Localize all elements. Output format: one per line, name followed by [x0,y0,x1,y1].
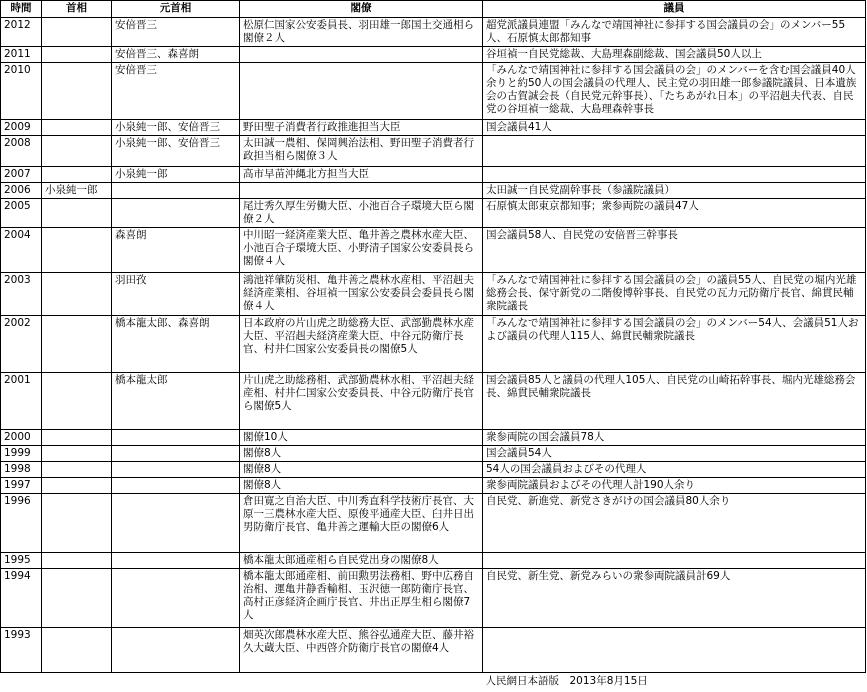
cell-ministers: 松原仁国家公安委員長、羽田雄一郎国土交通相ら閣僚２人 [240,18,483,47]
table-row [1,183,866,199]
cell-ministers: 片山虎之助総務相、武部勤農林水相、平沼赳夫経産相、村井仁国家公安委員長、中谷元防衛庁長官ら閣僚5人 [240,373,483,430]
cell-year: 1993 [1,628,42,673]
cell-former-prime-minister [112,478,240,494]
cell-prime-minister [42,478,112,494]
cell-prime-minister [42,569,112,628]
cell-lawmakers [483,553,866,569]
cell-prime-minister [42,430,112,446]
cell-ministers: 閣僚8人 [240,478,483,494]
cell-lawmakers: 衆参両院議員およびその代理人計190人余り [483,478,866,494]
table-body [1,18,866,673]
cell-lawmakers: 谷垣禎一自民党総裁、大島理森副総裁、国会議員50人以上 [483,47,866,63]
cell-former-prime-minister [112,183,240,199]
header-prime-minister: 首相 [42,1,112,18]
cell-lawmakers: 超党派議員連盟「みんなで靖国神社に参拝する国会議員の会」のメンバー55人、石原慎太郎都知事 [483,18,866,47]
cell-year: 2001 [1,373,42,430]
cell-ministers [240,183,483,199]
table-row [1,462,866,478]
cell-lawmakers: 太田誠一自民党副幹事長（参議院議員） [483,183,866,199]
cell-lawmakers [483,628,866,673]
cell-lawmakers: 「みんなで靖国神社に参拝する国会議員の会」のメンバーを含む国会議員40人余りと約50人の国会議員の代理人、民主党の羽田雄一郎参議院議員、日本遺族会の古賀誠会長（自民党元幹事長）、「たちあがれ日本」の平沼赳夫代表、自民党の谷垣禎一総裁、大島理森幹事長 [483,63,866,120]
table-row [1,63,866,120]
cell-ministers: 橋本龍太郎通産相ら自民党出身の閣僚8人 [240,553,483,569]
table-row [1,120,866,136]
table-row [1,494,866,553]
cell-lawmakers: 石原慎太郎東京都知事；衆参両院の議員47人 [483,199,866,228]
cell-ministers: 尾辻秀久厚生労働大臣、小池百合子環境大臣ら閣僚２人 [240,199,483,228]
cell-year: 2010 [1,63,42,120]
cell-year: 1998 [1,462,42,478]
table-row [1,136,866,167]
cell-former-prime-minister: 羽田孜 [112,273,240,316]
cell-former-prime-minister: 安倍晋三、森喜朗 [112,47,240,63]
table-row [1,446,866,462]
cell-prime-minister [42,446,112,462]
cell-lawmakers: 自民党、新生党、新党みらいの衆参両院議員計69人 [483,569,866,628]
cell-ministers: 倉田寛之自治大臣、中川秀直科学技術庁長官、大原一三農林水産大臣、原俊平通産大臣、臼井日出男防衛庁長官、亀井善之運輸大臣の閣僚6人 [240,494,483,553]
cell-former-prime-minister: 橋本龍太郎 [112,373,240,430]
cell-year: 2008 [1,136,42,167]
cell-former-prime-minister: 小泉純一郎 [112,167,240,183]
cell-ministers: 日本政府の片山虎之助総務大臣、武部勤農林水産大臣、平沼赳夫経済産業大臣、中谷元防衛庁長官、村井仁国家公安委員長の閣僚5人 [240,316,483,373]
cell-year: 2005 [1,199,42,228]
source-note: 人民網日本語版 2013年8月15日 [485,675,648,687]
cell-prime-minister [42,18,112,47]
cell-year: 2006 [1,183,42,199]
cell-prime-minister [42,199,112,228]
cell-former-prime-minister: 森喜朗 [112,228,240,273]
table-row [1,569,866,628]
table-row [1,628,866,673]
cell-year: 1995 [1,553,42,569]
cell-year: 1996 [1,494,42,553]
cell-prime-minister [42,373,112,430]
cell-year: 2000 [1,430,42,446]
cell-prime-minister [42,553,112,569]
table-row [1,167,866,183]
cell-year: 1997 [1,478,42,494]
cell-lawmakers [483,136,866,167]
cell-lawmakers: 国会議員85人と議員の代理人105人、自民党の山崎拓幹事長、堀内光雄総務会長、綿貫民輔衆院議長 [483,373,866,430]
table-row [1,273,866,316]
cell-year: 2007 [1,167,42,183]
cell-former-prime-minister: 小泉純一郎、安倍晋三 [112,136,240,167]
footer-row [1,673,866,690]
cell-ministers: 鴻池祥肇防災相、亀井善之農林水産相、平沼赳夫経済産業相、谷垣禎一国家公安委員会委員長ら閣僚４人 [240,273,483,316]
cell-lawmakers: 54人の国会議員およびその代理人 [483,462,866,478]
header-former-prime-minister: 元首相 [112,1,240,18]
cell-prime-minister [42,120,112,136]
cell-former-prime-minister [112,446,240,462]
cell-former-prime-minister: 安倍晋三 [112,63,240,120]
cell-ministers: 高市早苗沖縄北方担当大臣 [240,167,483,183]
cell-ministers [240,63,483,120]
cell-former-prime-minister [112,494,240,553]
table-row [1,47,866,63]
cell-ministers: 野田聖子消費者行政推進担当大臣 [240,120,483,136]
table-row [1,199,866,228]
cell-prime-minister [42,273,112,316]
footer-spacer [1,673,483,690]
cell-ministers: 閣僚8人 [240,462,483,478]
cell-prime-minister: 小泉純一郎 [42,183,112,199]
cell-ministers: 橋本龍太郎通産相、前田勲男法務相、野中広務自治相、運亀井静香輸相、玉沢徳一郎防衛庁長官、高村正彦経済企画庁長官、井出正厚生相ら閣僚7人 [240,569,483,628]
cell-year: 2003 [1,273,42,316]
cell-year: 2009 [1,120,42,136]
cell-year: 2012 [1,18,42,47]
cell-year: 2011 [1,47,42,63]
cell-lawmakers [483,167,866,183]
table-row [1,228,866,273]
cell-lawmakers: 「みんなで靖国神社に参拝する国会議員の会」のメンバー54人、会議員51人および議員の代理人115人、綿貫民輔衆院議長 [483,316,866,373]
cell-prime-minister [42,494,112,553]
cell-ministers: 閣僚8人 [240,446,483,462]
cell-prime-minister [42,63,112,120]
cell-prime-minister [42,136,112,167]
header-row [1,1,866,18]
cell-year: 1999 [1,446,42,462]
header-ministers: 閣僚 [240,1,483,18]
table-row [1,553,866,569]
table-row [1,18,866,47]
cell-lawmakers: 衆参両院の国会議員78人 [483,430,866,446]
table-row [1,373,866,430]
cell-former-prime-minister [112,553,240,569]
cell-prime-minister [42,316,112,373]
cell-ministers: 閣僚10人 [240,430,483,446]
cell-former-prime-minister: 橋本龍太郎、森喜朗 [112,316,240,373]
table-row [1,478,866,494]
header-lawmakers: 議員 [483,1,866,18]
cell-former-prime-minister [112,199,240,228]
cell-ministers [240,47,483,63]
cell-former-prime-minister [112,462,240,478]
cell-prime-minister [42,47,112,63]
cell-prime-minister [42,167,112,183]
header-year: 時間 [1,1,42,18]
cell-prime-minister [42,628,112,673]
cell-former-prime-minister [112,628,240,673]
cell-former-prime-minister [112,569,240,628]
cell-lawmakers: 自民党、新進党、新党さきがけの国会議員80人余り [483,494,866,553]
table-row [1,316,866,373]
cell-ministers: 畑英次郎農林水産大臣、熊谷弘通産大臣、藤井裕久大蔵大臣、中西啓介防衛庁長官の閣僚4人 [240,628,483,673]
cell-year: 2002 [1,316,42,373]
cell-former-prime-minister [112,430,240,446]
cell-prime-minister [42,228,112,273]
cell-lawmakers: 国会議員54人 [483,446,866,462]
table-row [1,430,866,446]
cell-ministers: 中川昭一経済産業大臣、亀井善之農林水産大臣、小池百合子環境大臣、小野清子国家公安委員長ら閣僚４人 [240,228,483,273]
cell-lawmakers: 国会議員58人、自民党の安倍晋三幹事長 [483,228,866,273]
cell-ministers: 太田誠一農相、保岡興治法相、野田聖子消費者行政担当相ら閣僚３人 [240,136,483,167]
cell-year: 1994 [1,569,42,628]
cell-year: 2004 [1,228,42,273]
cell-prime-minister [42,462,112,478]
cell-former-prime-minister: 小泉純一郎、安倍晋三 [112,120,240,136]
cell-lawmakers: 「みんなで靖国神社に参拝する国会議員の会」の議員55人、自民党の堀内光雄総務会長、保守新党の二階俊博幹事長、自民党の瓦力元防衛庁長官、綿貫民輔衆院議長 [483,273,866,316]
cell-former-prime-minister: 安倍晋三 [112,18,240,47]
cell-lawmakers: 国会議員41人 [483,120,866,136]
